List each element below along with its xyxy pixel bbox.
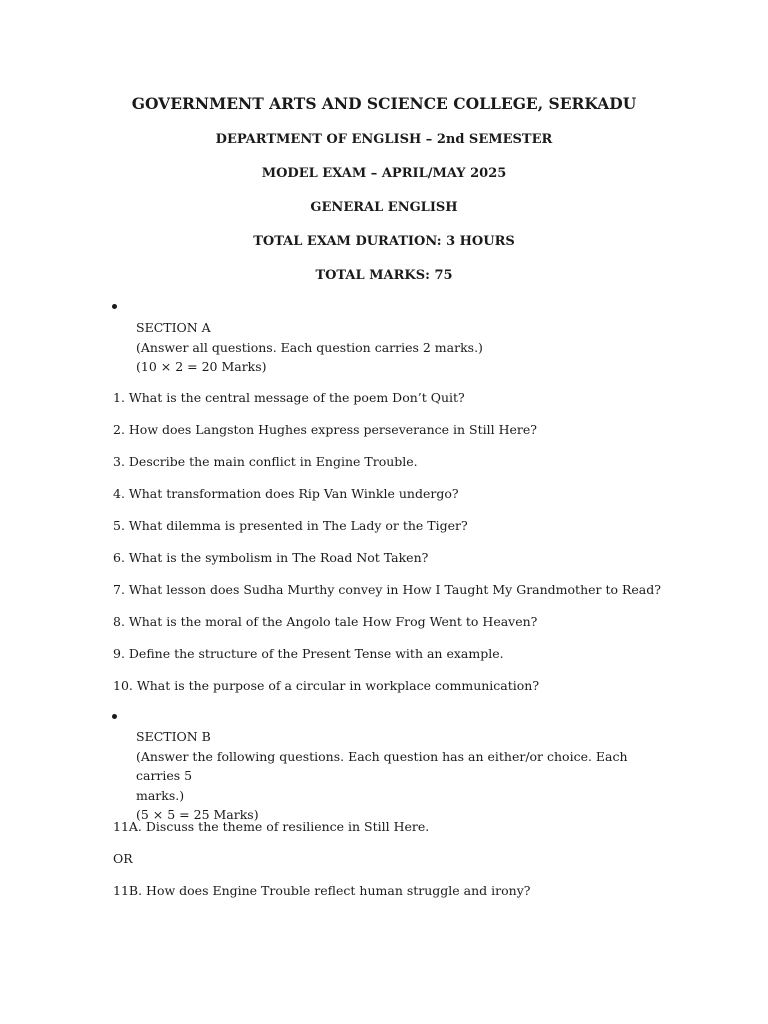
question-item: 1. What is the central message of the poem Don’t Quit? (113, 390, 465, 405)
question-item: 4. What transformation does Rip Van Winkle undergo? (113, 486, 459, 501)
question-item: 8. What is the moral of the Angolo tale How Frog Went to Heaven? (113, 614, 538, 629)
question-item: 6. What is the symbolism in The Road Not Taken? (113, 550, 429, 565)
college-name: GOVERNMENT ARTS AND SCIENCE COLLEGE, SERKADU (131, 94, 637, 113)
section-a-bullet (112, 302, 120, 310)
question-item: 3. Describe the main conflict in Engine Trouble. (113, 454, 418, 469)
question-item: 7. What lesson does Sudha Murthy convey in How I Taught My Grandmother to Read? (113, 582, 661, 597)
section-b-title: SECTION B (136, 729, 211, 744)
question-item: 11A. Discuss the theme of resilience in Still Here. (113, 819, 430, 834)
section-a-instruction: (Answer all questions. Each question carries 2 marks.) (136, 339, 483, 355)
section-a-heading (136, 318, 656, 377)
duration-line: TOTAL EXAM DURATION: 3 HOURS (253, 234, 515, 249)
section-b-marks: (5 × 5 = 25 Marks) (136, 807, 259, 822)
section-a-title: SECTION A (136, 320, 211, 335)
section-b-instruction-line2: marks.) (136, 787, 185, 803)
subject-line: GENERAL ENGLISH (310, 200, 458, 215)
department-line: DEPARTMENT OF ENGLISH – 2nd SEMESTER (215, 132, 553, 147)
or-separator: OR (113, 851, 133, 866)
question-item: 2. How does Langston Hughes express perseverance in Still Here? (113, 422, 537, 437)
question-item: 10. What is the purpose of a circular in workplace communication? (113, 678, 540, 693)
question-item: 11B. How does Engine Trouble reflect human struggle and irony? (113, 883, 531, 898)
section-b-instruction-line1: (Answer the following questions. Each question has an either/or choice. Each carries 5 (136, 748, 628, 783)
total-marks-line: TOTAL MARKS: 75 (315, 268, 453, 283)
section-a-marks: (10 × 2 = 20 Marks) (136, 359, 267, 374)
question-item: 9. Define the structure of the Present Tense with an example. (113, 646, 504, 661)
section-b-heading (136, 727, 656, 825)
exam-line: MODEL EXAM – APRIL/MAY 2025 (261, 166, 507, 181)
section-b-bullet (112, 712, 120, 720)
question-item: 5. What dilemma is presented in The Lady or the Tiger? (113, 518, 468, 533)
